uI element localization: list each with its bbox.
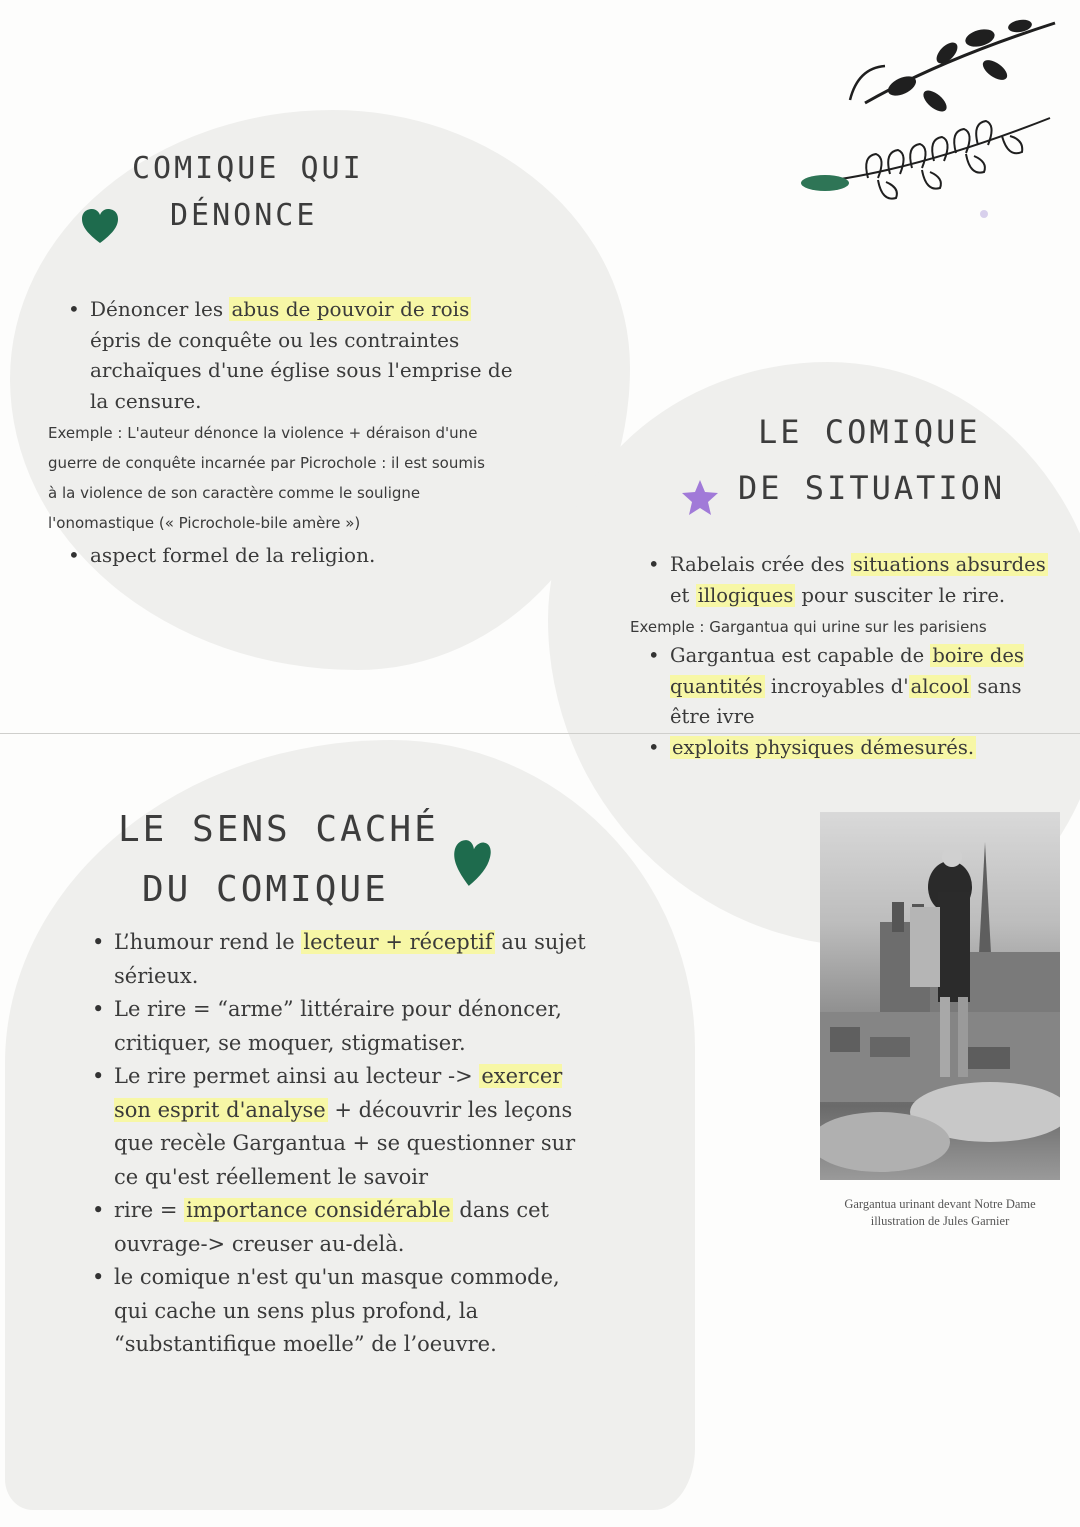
list-item bbox=[66, 540, 526, 571]
section3-title-line2: DU COMIQUE bbox=[142, 869, 389, 910]
highlight: importance considérable bbox=[186, 1198, 451, 1222]
heart-icon bbox=[80, 207, 120, 245]
bullet-text: Le rire = “arme” littéraire pour dénoncer, critiquer, se moquer, stigmatiser. bbox=[114, 997, 562, 1055]
bullet-text: Le rire permet ainsi au lecteur -> bbox=[114, 1064, 480, 1088]
list-item bbox=[646, 733, 1046, 764]
section1-example: Exemple : L'auteur dénonce la violence + déraison d'une guerre de conquête incarnée par Picrochole : il est soumis à la violence de son caractère comme le souligne l'onomastique (« Picrochole-bile amère ») bbox=[48, 424, 485, 532]
caption-line-2: illustration de Jules Garnier bbox=[870, 1214, 1010, 1228]
highlight: boire des quantités bbox=[670, 644, 1024, 698]
list-item bbox=[90, 926, 590, 993]
section2-title-line2: DE SITUATION bbox=[738, 469, 1006, 507]
illustration-drawing bbox=[820, 812, 1060, 1180]
bullet-text: + découvrir les leçons que recèle Gargantua + se questionner sur ce qu'est réellement le savoir bbox=[114, 1097, 576, 1189]
section1-title bbox=[132, 146, 364, 239]
list-item bbox=[646, 550, 1066, 611]
illustration-caption bbox=[812, 1196, 1068, 1230]
list-item bbox=[90, 1060, 590, 1194]
star-icon bbox=[680, 478, 720, 518]
bullet-text: Rabelais crée des bbox=[670, 553, 851, 576]
highlight: exercer son esprit d'analyse bbox=[114, 1064, 563, 1122]
gargantua-illustration bbox=[820, 812, 1060, 1180]
highlight: alcool bbox=[910, 674, 970, 698]
list-item bbox=[90, 1194, 590, 1261]
section2-title bbox=[738, 404, 1005, 516]
small-flower-icon bbox=[976, 206, 992, 222]
section2-title-line1: LE COMIQUE bbox=[758, 413, 981, 451]
bullet-text: incroyables d' bbox=[764, 674, 909, 698]
list-item bbox=[646, 641, 1046, 733]
bullet-text: aspect formel de la religion. bbox=[90, 543, 376, 567]
list-item bbox=[90, 1261, 590, 1362]
section3-list bbox=[90, 926, 590, 1362]
section1-list-2 bbox=[66, 540, 526, 571]
bullet-text: au sujet sérieux. bbox=[114, 930, 586, 988]
section2-list bbox=[646, 550, 1066, 611]
list-item bbox=[90, 993, 590, 1060]
bullet-text: L’humour rend le bbox=[114, 930, 302, 954]
caption-line-1: Gargantua urinant devant Notre Dame bbox=[844, 1197, 1036, 1211]
list-item bbox=[66, 294, 526, 416]
bullet-text: Gargantua est capable de bbox=[670, 644, 931, 667]
bullet-text: rire = bbox=[114, 1198, 185, 1222]
bullet-text: et bbox=[670, 583, 696, 607]
heart-icon bbox=[450, 838, 492, 888]
highlight: exploits physiques démesurés. bbox=[672, 735, 975, 759]
bullet-text: Dénoncer les bbox=[90, 297, 230, 321]
bullet-text: sans être ivre bbox=[670, 674, 1022, 728]
section3-title bbox=[118, 800, 439, 920]
section2-example: Exemple : Gargantua qui urine sur les parisiens bbox=[630, 618, 987, 636]
bullet-text: pour susciter le rire. bbox=[795, 583, 1006, 607]
leaf-branch-icon bbox=[790, 8, 1070, 223]
highlight: lecteur + réceptif bbox=[303, 930, 493, 954]
section1-title-line1: COMIQUE QUI bbox=[132, 151, 364, 186]
bullet-text: dans cet ouvrage-> creuser au-delà. bbox=[114, 1198, 549, 1256]
highlight: situations absurdes bbox=[852, 553, 1046, 576]
bullet-text: épris de conquête ou les contraintes archaïques d'une église sous l'emprise de la censure. bbox=[90, 327, 513, 413]
highlight: illogiques bbox=[697, 583, 794, 607]
section1-list bbox=[66, 294, 526, 416]
section1-title-line2: DÉNONCE bbox=[170, 197, 318, 233]
highlight: abus de pouvoir de rois bbox=[231, 297, 470, 321]
bullet-text: le comique n'est qu'un masque commode, qui cache un sens plus profond, la “substantifique moelle” de l’oeuvre. bbox=[114, 1265, 560, 1356]
section2-list-2 bbox=[646, 641, 1046, 763]
section3-title-line1: LE SENS CACHÉ bbox=[118, 809, 439, 850]
